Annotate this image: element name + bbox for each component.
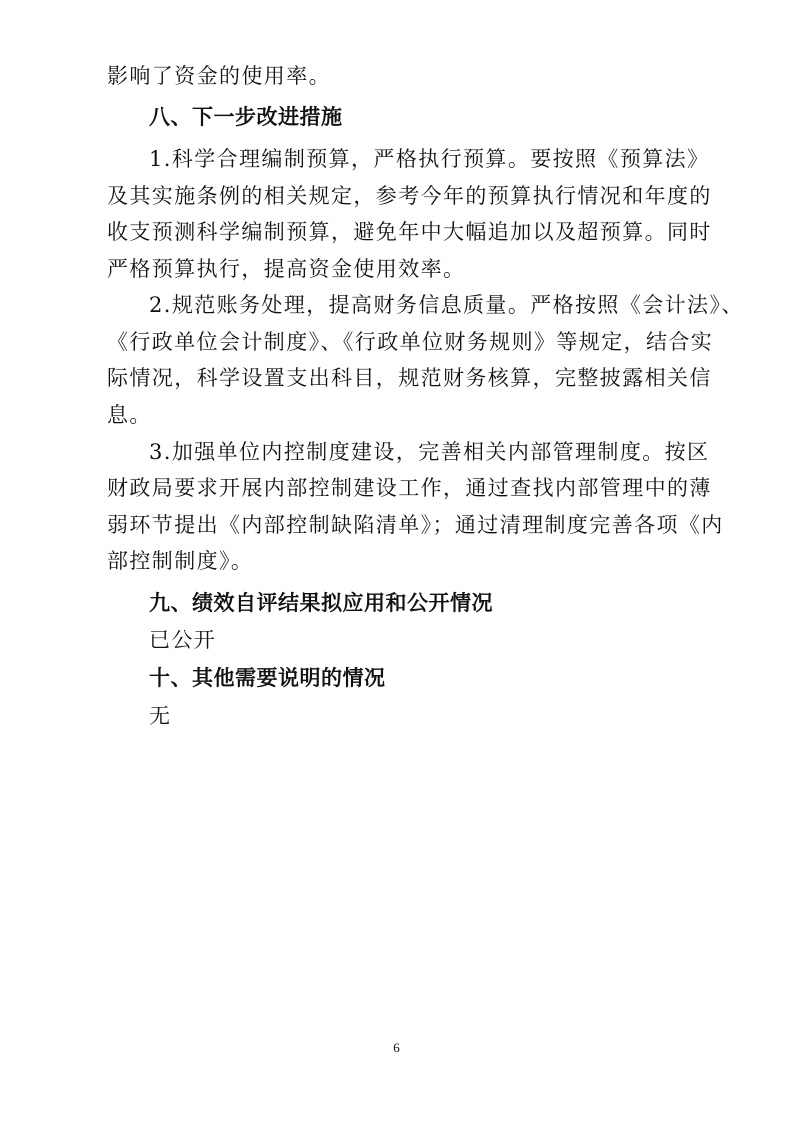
section-10-heading: 十、其他需要说明的情况 [149,666,386,690]
item-1-line-3: 收支预测科学编制预算，避免年中大幅追加以及超预算。同时 [107,220,712,244]
section-9-heading: 九、绩效自评结果拟应用和公开情况 [149,591,493,615]
item-3-line-3: 弱环节提出《内部控制缺陷清单》；通过清理制度完善各项《内 [107,513,724,537]
item-3-line-2: 财政局要求开展内部控制建设工作，通过查找内部管理中的薄 [107,476,712,500]
paragraph-line: 影响了资金的使用率。 [107,64,331,88]
item-1-line-2: 及其实施条例的相关规定，参考今年的预算执行情况和年度的 [107,184,712,208]
section-8-heading: 八、下一步改进措施 [149,105,343,129]
item-2-line-2: 《行政单位会计制度》、《行政单位财务规则》等规定，结合实 [107,330,714,354]
section-9-body: 已公开 [149,628,217,652]
item-1-line-4: 严格预算执行，提高资金使用效率。 [107,257,466,281]
item-3-line-1: 3.加强单位内控制度建设，完善相关内部管理制度。按区 [149,440,710,464]
page-number: 6 [393,1040,400,1055]
item-2-line-4: 息。 [107,403,152,427]
section-10-body: 无 [149,704,172,728]
item-2-line-1: 2.规范账务处理，提高财务信息质量。严格按照《会计法》、 [149,293,744,317]
item-1-line-1: 1.科学合理编制预算，严格执行预算。要按照《预算法》 [149,147,710,171]
item-3-line-4: 部控制制度》。 [107,549,254,573]
item-2-line-3: 际情况，科学设置支出科目，规范财务核算，完整披露相关信 [107,366,712,390]
